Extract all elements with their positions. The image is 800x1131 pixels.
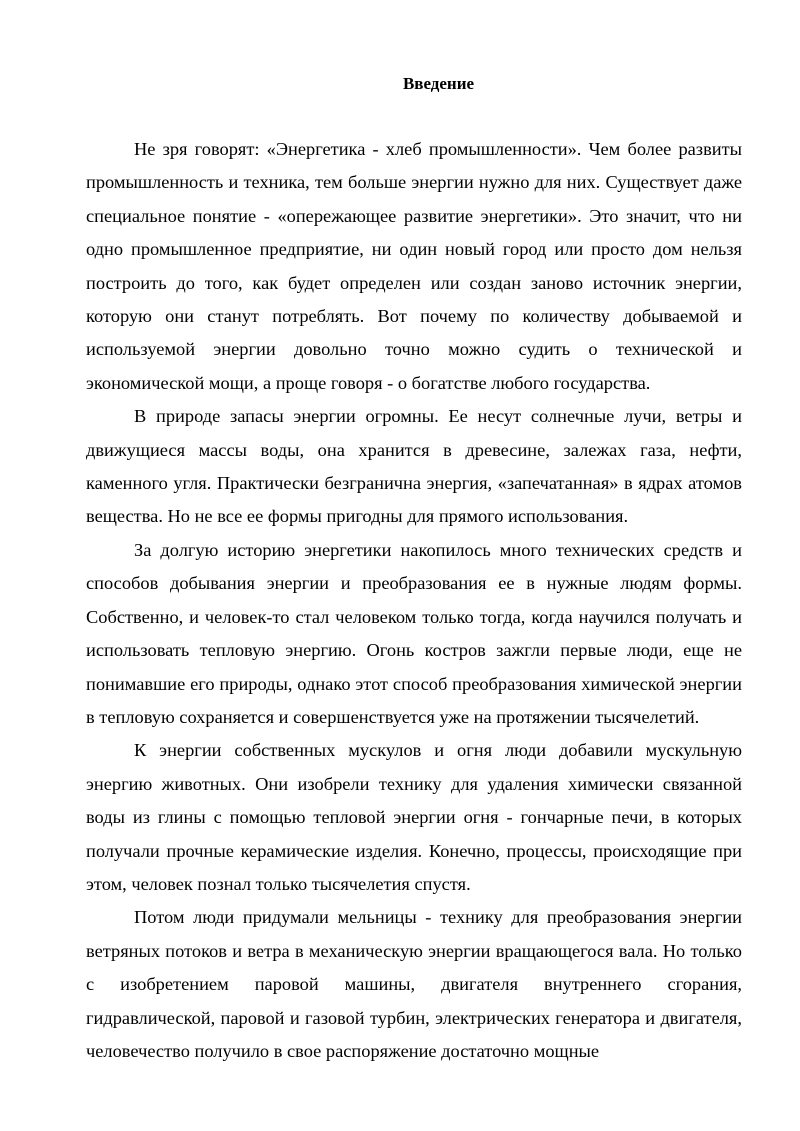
- paragraph: К энергии собственных мускулов и огня люди добавили мускульную энергию животных. Они изобрели технику для удаления химически связанной воды из глины с помощью тепловой энергии огня - гончарные печи, в которых получали прочные керамические изделия. Конечно, процессы, происходящие при этом, человек познал только тысячелетия спустя.: [86, 740, 742, 894]
- paragraph: За долгую историю энергетики накопилось много технических средств и способов добывания энергии и преобразования ее в нужные людям формы. Собственно, и человек-то стал человеком только тогда, когда научился получать и использовать тепловую энергию. Огонь костров зажгли первые люди, еще не понимавшие его природы, однако этот способ преобразования химической энергии в тепловую сохраняется и совершенствуется уже на протяжении тысячелетий.: [86, 539, 742, 727]
- document-body: [86, 133, 742, 1068]
- paragraph: В природе запасы энергии огромны. Ее несут солнечные лучи, ветры и движущиеся массы воды, она хранится в древесине, залежах газа, нефти, каменного угля. Практически безгранична энергия, «запечатанная» в ядрах атомов вещества. Но не все ее формы пригодны для прямого использования.: [86, 406, 742, 527]
- paragraph: Не зря говорят: «Энергетика - хлеб промышленности». Чем более развиты промышленность и техника, тем больше энергии нужно для них. Существует даже специальное понятие - «опережающее развитие энергетики». Это значит, что ни одно промышленное предприятие, ни один новый город или просто дом нельзя построить до того, как будет определен или создан заново источник энергии, которую они станут потреблять. Вот почему по количеству добываемой и используемой энергии довольно точно можно судить о технической и экономической мощи, а проще говоря - о богатстве любого государства.: [86, 139, 742, 393]
- page-title: Введение: [402, 74, 475, 93]
- paragraph: Потом люди придумали мельницы - технику для преобразования энергии ветряных потоков и ветра в механическую энергии вращающегося вала. Но только с изобретением паровой машины, двигателя внутреннего сгорания, гидравлической, паровой и газовой турбин, электрических генератора и двигателя, человечество получило в свое распоряжение достаточно мощные: [86, 907, 742, 1061]
